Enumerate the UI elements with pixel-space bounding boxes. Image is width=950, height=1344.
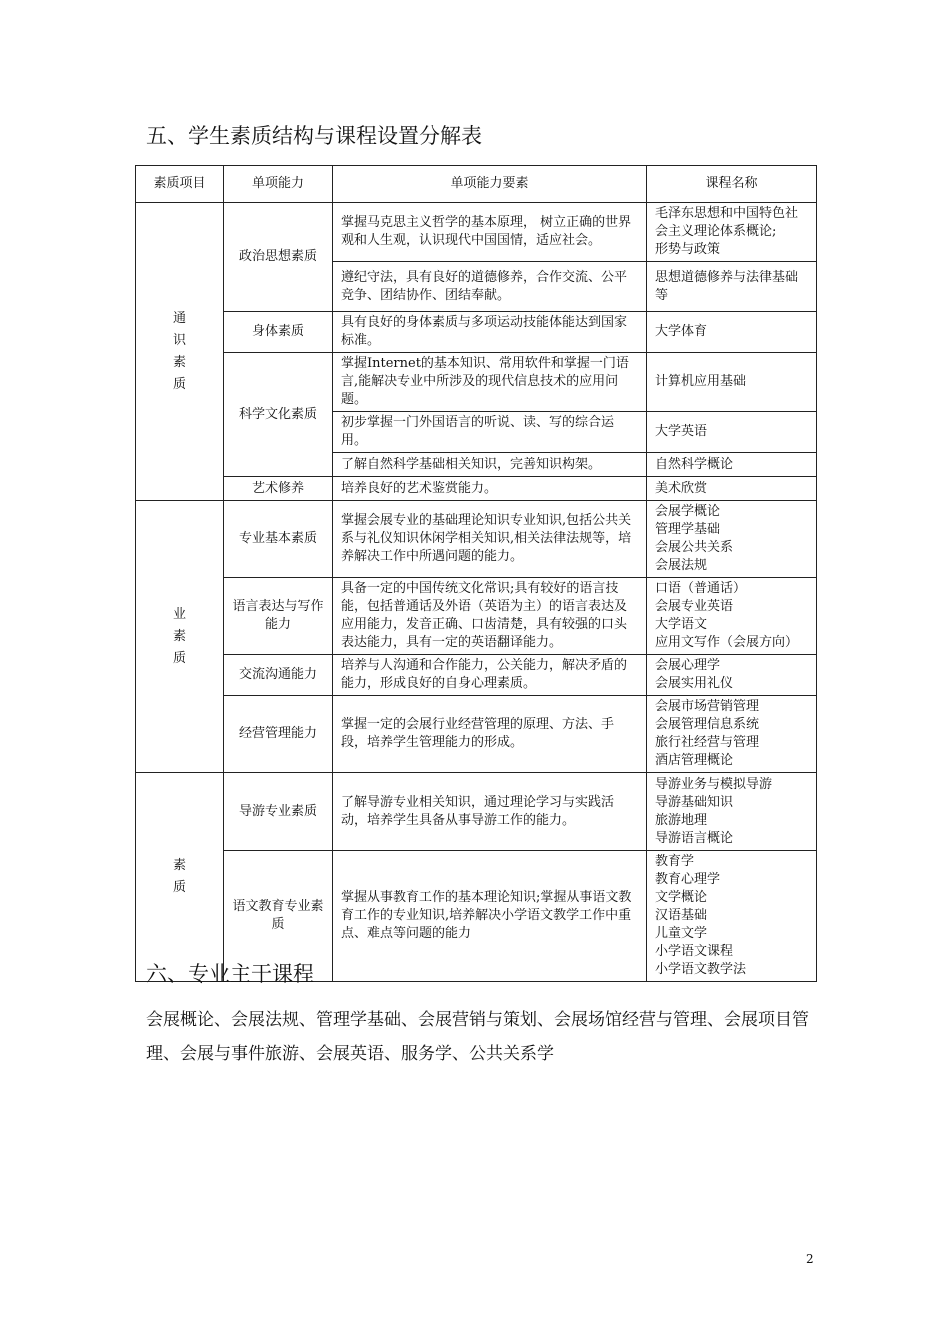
requirement-cell: 了解导游专业相关知识，通过理论学习与实践活动，培养学生具备从事导游工作的能力。: [333, 773, 647, 851]
table-row: [136, 353, 817, 412]
course-cell: 会展市场营销管理 会展管理信息系统 旅行社经营与管理 酒店管理概论: [647, 696, 817, 773]
course-cell: 教育学 教育心理学 文学概论 汉语基础 儿童文学 小学语文课程 小学语文教学法: [647, 851, 817, 982]
requirement-cell: 了解自然科学基础相关知识，完善知识构架。: [333, 453, 647, 477]
course-cell: 大学英语: [647, 412, 817, 453]
category-cell: 通 识 素 质: [136, 203, 224, 501]
requirement-cell: 具备一定的中国传统文化常识;具有较好的语言技能，包括普通话及外语（英语为主）的语言表达及应用能力，发音正确、口齿清楚，具有较强的口头表达能力，具有一定的英语翻译能力。: [333, 578, 647, 655]
course-cell: 会展学概论 管理学基础 会展公共关系 会展法规: [647, 501, 817, 578]
course-cell: 思想道德修养与法律基础等: [647, 262, 817, 312]
core-course-paragraph: 会展概论、会展法规、管理学基础、会展营销与策划、会展场馆经营与管理、会展项目管理、会展与事件旅游、会展英语、服务学、公共关系学: [146, 1010, 809, 1064]
quality-course-table: [135, 165, 817, 982]
requirement-cell: 掌握一定的会展行业经营管理的原理、方法、手段，培养学生管理能力的形成。: [333, 696, 647, 773]
course-cell: 自然科学概论: [647, 453, 817, 477]
ability-cell: 导游专业素质: [224, 773, 333, 851]
course-cell: 会展心理学 会展实用礼仪: [647, 655, 817, 696]
section-five-title: 五、学生素质结构与课程设置分解表: [146, 124, 482, 148]
requirement-cell: 掌握从事教育工作的基本理论知识;掌握从事语文教育工作的专业知识,培养解决小学语文教学工作中重点、难点等问题的能力: [333, 851, 647, 982]
header-course: 课程名称: [647, 166, 817, 203]
requirement-cell: 掌握Internet的基本知识、常用软件和掌握一门语言,能解决专业中所涉及的现代信息技术的应用问题。: [333, 353, 647, 412]
table-row: [136, 578, 817, 655]
course-cell: 美术欣赏: [647, 477, 817, 501]
category-cell: 业 素 质: [136, 501, 224, 773]
ability-cell: 政治思想素质: [224, 203, 333, 312]
ability-cell: 艺术修养: [224, 477, 333, 501]
requirement-cell: 培养良好的艺术鉴赏能力。: [333, 477, 647, 501]
table-row: [136, 696, 817, 773]
header-requirement: 单项能力要素: [333, 166, 647, 203]
page-number: 2: [806, 1252, 814, 1266]
requirement-cell: 初步掌握一门外国语言的听说、读、写的综合运用。: [333, 412, 647, 453]
requirement-cell: 掌握会展专业的基础理论知识专业知识,包括公共关系与礼仪知识休闲学相关知识,相关法律法规等，培养解决工作中所遇问题的能力。: [333, 501, 647, 578]
header-category: 素质项目: [136, 166, 224, 203]
table-row: [136, 312, 817, 353]
table-row: [136, 203, 817, 262]
table-row: [136, 477, 817, 501]
requirement-cell: 遵纪守法，具有良好的道德修养，合作交流、公平竞争、团结协作、团结奉献。: [333, 262, 647, 312]
course-cell: 毛泽东思想和中国特色社会主义理论体系概论; 形势与政策: [647, 203, 817, 262]
ability-cell: 语文教育专业素质: [224, 851, 333, 982]
table-row: [136, 655, 817, 696]
course-cell: 口语（普通话） 会展专业英语 大学语文 应用文写作（会展方向）: [647, 578, 817, 655]
ability-cell: 专业基本素质: [224, 501, 333, 578]
category-cell: 素 质: [136, 773, 224, 982]
requirement-cell: 培养与人沟通和合作能力，公关能力，解决矛盾的能力，形成良好的自身心理素质。: [333, 655, 647, 696]
section-six-title: 六、专业主干课程: [146, 962, 314, 986]
ability-cell: 科学文化素质: [224, 353, 333, 477]
course-cell: 计算机应用基础: [647, 353, 817, 412]
course-cell: 导游业务与模拟导游 导游基础知识 旅游地理 导游语言概论: [647, 773, 817, 851]
ability-cell: 经营管理能力: [224, 696, 333, 773]
table-row: [136, 773, 817, 851]
ability-cell: 身体素质: [224, 312, 333, 353]
table-header-row: [136, 166, 817, 203]
ability-cell: 交流沟通能力: [224, 655, 333, 696]
ability-cell: 语言表达与写作能力: [224, 578, 333, 655]
requirement-cell: 掌握马克思主义哲学的基本原理， 树立正确的世界观和人生观，认识现代中国国情，适应社会。: [333, 203, 647, 262]
requirement-cell: 具有良好的身体素质与多项运动技能体能达到国家标准。: [333, 312, 647, 353]
course-cell: 大学体育: [647, 312, 817, 353]
header-ability: 单项能力: [224, 166, 333, 203]
table-row: [136, 501, 817, 578]
